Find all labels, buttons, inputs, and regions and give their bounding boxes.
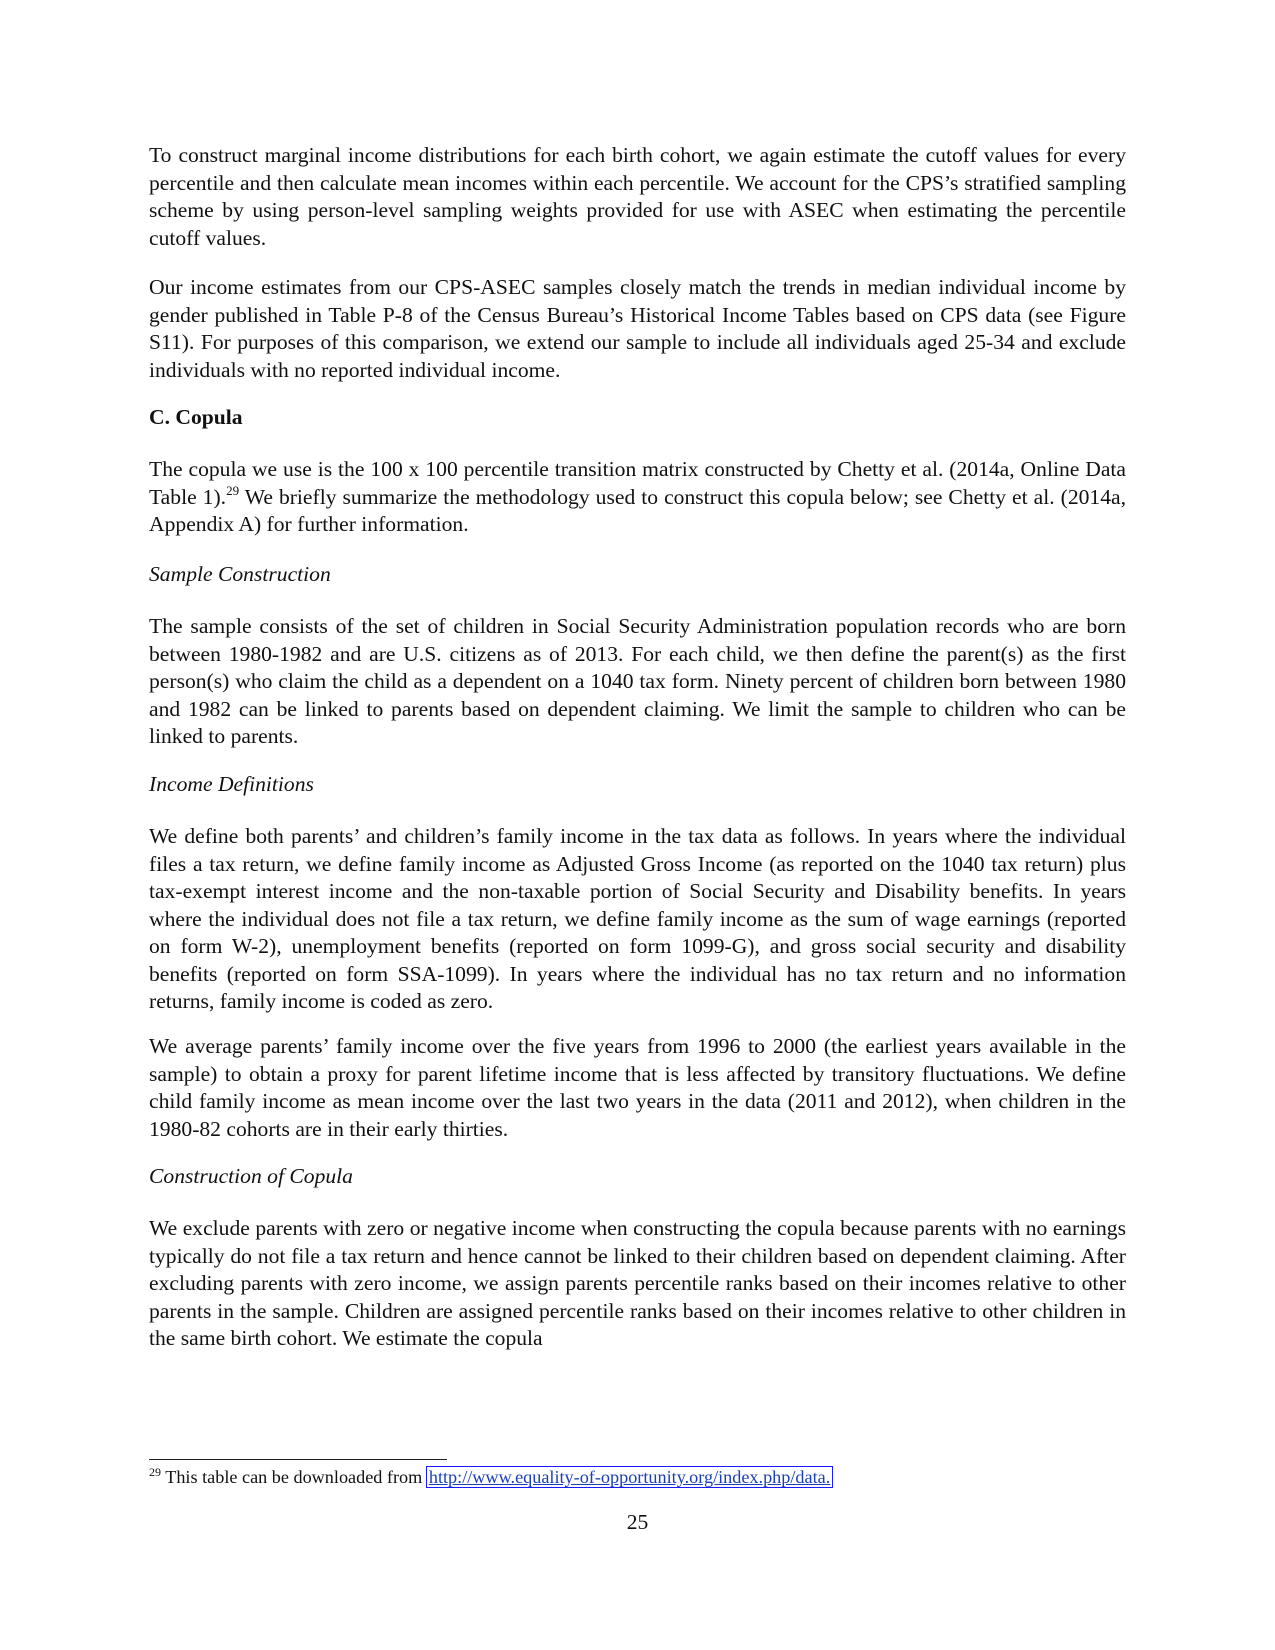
copula-intro-text-1: The copula we use is the 100 x 100 percentile transition matrix constructed by Chetty et al. (2014a, Online Data Table 1). xyxy=(149,457,1126,509)
paragraph-income-estimates: Our income estimates from our CPS-ASEC samples closely match the trends in median individual income by gender published in Table P-8 of the Census Bureau’s Historical Income Tables based on CPS data (see Figure S11). For purposes of this comparison, we extend our sample to include all individuals aged 25-34 and exclude individuals with no reported individual income. xyxy=(149,275,1126,382)
paragraph-marginal-income: To construct marginal income distributions for each birth cohort, we again estimate the cutoff values for every percentile and then calculate mean incomes within each percentile. We account for the CPS’s stratified sampling scheme by using person-level sampling weights provided for use with ASEC when estimating the percentile cutoff values. xyxy=(149,143,1126,250)
footnote-mark: 29 xyxy=(149,1465,161,1479)
subheading-income-definitions: Income Definitions xyxy=(149,772,314,796)
section-heading-copula: C. Copula xyxy=(149,405,243,429)
subheading-sample-construction: Sample Construction xyxy=(149,562,331,586)
footnote-text: This table can be downloaded from xyxy=(161,1467,427,1487)
copula-intro-text-2: We briefly summarize the methodology used to construct this copula below; see Chetty et al. (2014a, Appendix A) for further information. xyxy=(149,484,1126,536)
footnote-data-link[interactable]: http://www.equality-of-opportunity.org/index.php/data. xyxy=(428,1467,831,1487)
footnote-reference-29[interactable]: 29 xyxy=(226,482,240,498)
paragraph-parent-income-average: We average parents’ family income over the five years from 1996 to 2000 (the earliest years available in the sample) to obtain a proxy for parent lifetime income that is less affected by transitory fluctuations. We define child family income as mean income over the last two years in the data (2011 and 2012), when children in the 1980-82 cohorts are in their early thirties. xyxy=(149,1034,1126,1141)
footnote-separator xyxy=(149,1459,447,1460)
paragraph-copula-intro xyxy=(149,456,1126,539)
page-number: 25 xyxy=(626,1510,649,1534)
footnote-29 xyxy=(149,1465,832,1489)
paragraph-sample-construction: The sample consists of the set of children in Social Security Administration population records who are born between 1980-1982 and are U.S. citizens as of 2013. For each child, we then define the parent(s) as the first person(s) who claim the child as a dependent on a 1040 tax form. Ninety percent of children born between 1980 and 1982 can be linked to parents based on dependent claiming. We limit the sample to children who can be linked to parents. xyxy=(149,614,1126,748)
paragraph-construction-of-copula: We exclude parents with zero or negative income when constructing the copula because parents with no earnings typically do not file a tax return and hence cannot be linked to their children based on dependent claiming. After excluding parents with zero income, we assign parents percentile ranks based on their incomes relative to other parents in the sample. Children are assigned percentile ranks based on their incomes relative to other children in the same birth cohort. We estimate the copula xyxy=(149,1216,1126,1350)
paragraph-income-definitions: We define both parents’ and children’s family income in the tax data as follows. In years where the individual files a tax return, we define family income as Adjusted Gross Income (as reported on the 1040 tax return) plus tax-exempt interest income and the non-taxable portion of Social Security and Disability benefits. In years where the individual does not file a tax return, we define family income as the sum of wage earnings (reported on form W-2), unemployment benefits (reported on form 1099-G), and gross social security and disability benefits (reported on form SSA-1099). In years where the individual has no tax return and no information returns, family income is coded as zero. xyxy=(149,824,1126,1013)
subheading-construction-of-copula: Construction of Copula xyxy=(149,1164,353,1188)
